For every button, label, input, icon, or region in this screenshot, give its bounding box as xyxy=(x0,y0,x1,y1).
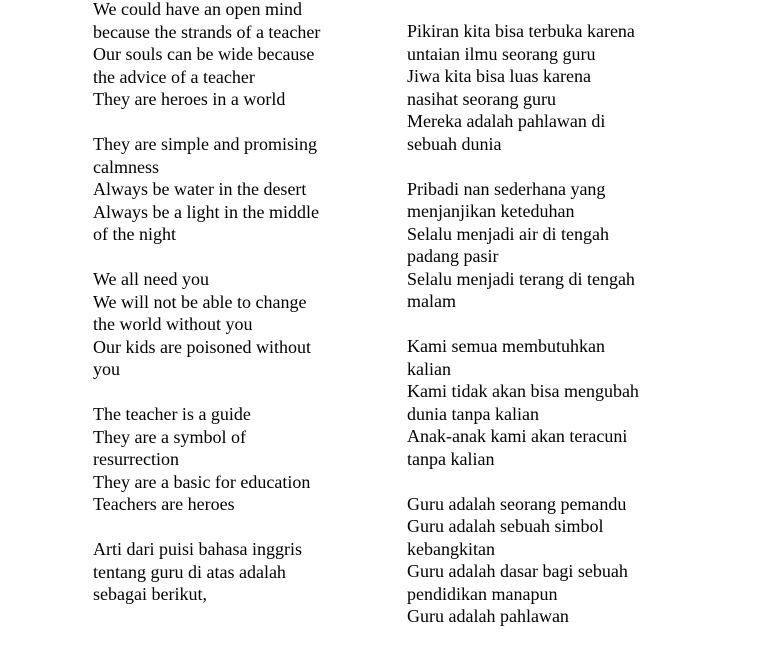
indonesian-stanza xyxy=(407,178,737,313)
poem-line: resurrection xyxy=(93,449,179,469)
poem-line: menjanjikan keteduhan xyxy=(407,201,575,221)
poem-line: Teachers are heroes xyxy=(93,494,235,514)
poem-line: you xyxy=(93,359,120,379)
poem-line: sebuah dunia xyxy=(407,133,502,154)
poem-line: Pikiran kita bisa terbuka karena xyxy=(407,21,635,41)
poem-line: malam xyxy=(407,291,456,311)
poem-line: Selalu menjadi terang di tengah xyxy=(407,268,635,289)
poem-line: Guru adalah seorang pemandu xyxy=(407,493,627,514)
note-line: tentang guru di atas adalah xyxy=(93,561,286,582)
poem-line: calmness xyxy=(93,156,159,177)
english-stanza xyxy=(93,0,383,111)
poem-line: They are heroes in a world xyxy=(93,89,286,109)
poem-line: They are a basic for education xyxy=(93,471,311,492)
note-line: sebagai berikut, xyxy=(93,584,207,604)
english-stanza xyxy=(93,403,383,516)
poem-line: tanpa kalian xyxy=(407,448,495,469)
poem-line: untaian ilmu seorang guru xyxy=(407,43,596,64)
poem-line: padang pasir xyxy=(407,246,499,266)
poem-line: Our souls can be wide because xyxy=(93,44,315,64)
indonesian-stanza xyxy=(407,493,737,628)
poem-line: Our kids are poisoned without xyxy=(93,336,311,357)
english-stanza xyxy=(93,268,383,381)
poem-line: We all need you xyxy=(93,269,210,289)
poem-line: The teacher is a guide xyxy=(93,404,251,424)
poem-line: Mereka adalah pahlawan di xyxy=(407,111,606,131)
poem-line: because the strands of a teacher xyxy=(93,21,321,42)
poem-line: the world without you xyxy=(93,314,253,334)
english-stanza xyxy=(93,133,383,246)
poem-line: Jiwa kita bisa luas karena xyxy=(407,66,591,86)
indonesian-poem-column xyxy=(407,20,737,650)
poem-line: Guru adalah sebuah simbol xyxy=(407,516,604,536)
poem-line: Pribadi nan sederhana yang xyxy=(407,178,606,199)
poem-line: Selalu menjadi air di tengah xyxy=(407,223,609,244)
poem-line: Always be a light in the middle xyxy=(93,201,319,222)
poem-line: the advice of a teacher xyxy=(93,66,255,87)
poem-line: of the night xyxy=(93,224,176,244)
translation-note xyxy=(93,538,383,606)
poem-line: Guru adalah dasar bagi sebuah xyxy=(407,561,628,581)
poem-line: pendidikan manapun xyxy=(407,583,558,604)
poem-line: Always be water in the desert xyxy=(93,179,307,199)
indonesian-stanza xyxy=(407,20,737,155)
poem-line: Guru adalah pahlawan xyxy=(407,606,569,626)
poem-line: We will not be able to change xyxy=(93,291,307,312)
poem-line: They are a symbol of xyxy=(93,426,246,447)
poem-line: kalian xyxy=(407,358,451,379)
note-line: Arti dari puisi bahasa inggris xyxy=(93,539,302,559)
english-poem-column xyxy=(93,0,383,628)
poem-line: nasihat seorang guru xyxy=(407,88,556,109)
poem-line: dunia tanpa kalian xyxy=(407,403,539,424)
poem-line: Kami semua membutuhkan xyxy=(407,336,605,356)
poem-line: Anak-anak kami akan teracuni xyxy=(407,426,628,446)
indonesian-stanza xyxy=(407,335,737,470)
poem-line: We could have an open mind xyxy=(93,0,302,19)
poem-line: kebangkitan xyxy=(407,538,495,559)
poem-line: Kami tidak akan bisa mengubah xyxy=(407,381,639,401)
poem-line: They are simple and promising xyxy=(93,134,317,154)
